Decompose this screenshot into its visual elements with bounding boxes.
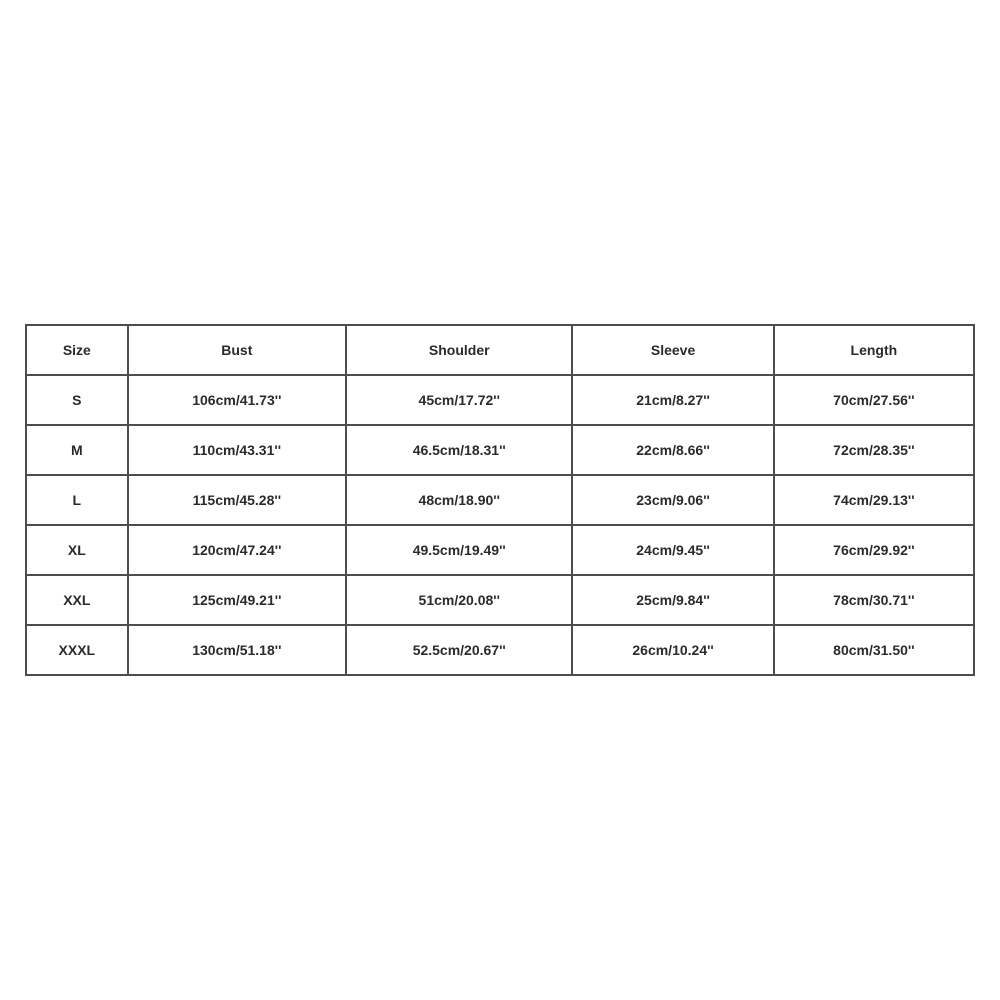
cell-shoulder: 51cm/20.08'' bbox=[347, 576, 573, 626]
cell-sleeve: 23cm/9.06'' bbox=[573, 476, 774, 526]
cell-size: XL bbox=[27, 526, 129, 576]
cell-size: XXL bbox=[27, 576, 129, 626]
header-size: Size bbox=[27, 326, 129, 376]
cell-size: XXXL bbox=[27, 626, 129, 676]
cell-sleeve: 22cm/8.66'' bbox=[573, 426, 774, 476]
cell-shoulder: 48cm/18.90'' bbox=[347, 476, 573, 526]
cell-size: M bbox=[27, 426, 129, 476]
cell-sleeve: 21cm/8.27'' bbox=[573, 376, 774, 426]
cell-length: 72cm/28.35'' bbox=[775, 426, 975, 476]
cell-bust: 110cm/43.31'' bbox=[129, 426, 347, 476]
cell-bust: 120cm/47.24'' bbox=[129, 526, 347, 576]
table-header bbox=[27, 326, 975, 376]
cell-shoulder: 45cm/17.72'' bbox=[347, 376, 573, 426]
table-row bbox=[27, 576, 975, 626]
cell-length: 76cm/29.92'' bbox=[775, 526, 975, 576]
cell-bust: 125cm/49.21'' bbox=[129, 576, 347, 626]
header-shoulder: Shoulder bbox=[347, 326, 573, 376]
cell-length: 70cm/27.56'' bbox=[775, 376, 975, 426]
cell-bust: 130cm/51.18'' bbox=[129, 626, 347, 676]
size-chart-table bbox=[25, 324, 975, 676]
cell-length: 74cm/29.13'' bbox=[775, 476, 975, 526]
cell-shoulder: 46.5cm/18.31'' bbox=[347, 426, 573, 476]
cell-shoulder: 49.5cm/19.49'' bbox=[347, 526, 573, 576]
cell-size: S bbox=[27, 376, 129, 426]
table-row bbox=[27, 476, 975, 526]
cell-size: L bbox=[27, 476, 129, 526]
header-bust: Bust bbox=[129, 326, 347, 376]
cell-sleeve: 25cm/9.84'' bbox=[573, 576, 774, 626]
header-row bbox=[27, 326, 975, 376]
cell-length: 78cm/30.71'' bbox=[775, 576, 975, 626]
cell-sleeve: 24cm/9.45'' bbox=[573, 526, 774, 576]
table-row bbox=[27, 626, 975, 676]
cell-sleeve: 26cm/10.24'' bbox=[573, 626, 774, 676]
table-row bbox=[27, 376, 975, 426]
table-row bbox=[27, 426, 975, 476]
cell-length: 80cm/31.50'' bbox=[775, 626, 975, 676]
cell-bust: 106cm/41.73'' bbox=[129, 376, 347, 426]
header-length: Length bbox=[775, 326, 975, 376]
cell-bust: 115cm/45.28'' bbox=[129, 476, 347, 526]
table-row bbox=[27, 526, 975, 576]
cell-shoulder: 52.5cm/20.67'' bbox=[347, 626, 573, 676]
header-sleeve: Sleeve bbox=[573, 326, 774, 376]
table-body bbox=[27, 376, 975, 676]
